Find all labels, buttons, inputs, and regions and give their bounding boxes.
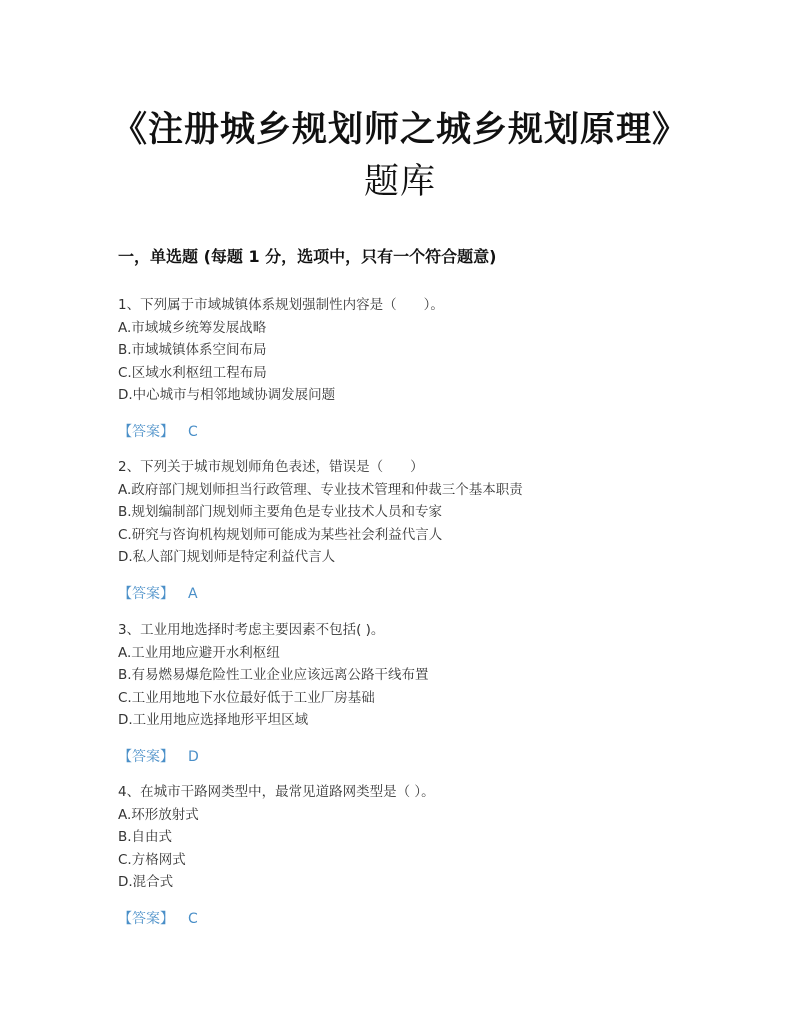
option-b: B.自由式 <box>118 829 173 845</box>
answer-value: D <box>188 748 199 765</box>
answer-label: 【答案】 <box>118 423 174 440</box>
option-d: D.混合式 <box>118 874 174 890</box>
answer-value: A <box>188 585 198 602</box>
document-title: 《注册城乡规划师之城乡规划原理》 <box>111 109 688 150</box>
question-4 <box>118 781 718 930</box>
option-d: D.中心城市与相邻地域协调发展问题 <box>118 387 336 403</box>
answer-label: 【答案】 <box>118 585 174 602</box>
option-c: C.区域水利枢纽工程布局 <box>118 364 267 381</box>
question-1 <box>118 294 718 443</box>
answer-label: 【答案】 <box>118 910 174 927</box>
answer-line <box>118 583 718 605</box>
option-b: B.有易燃易爆危险性工业企业应该远离公路干线布置 <box>118 667 429 683</box>
question-stem: 4、在城市干路网类型中，最常见道路网类型是（ ）。 <box>118 784 435 800</box>
option-c: C.方格网式 <box>118 851 186 868</box>
option-a: A.环形放射式 <box>118 806 199 823</box>
question-2 <box>118 456 718 605</box>
answer-label: 【答案】 <box>118 748 174 765</box>
document-subtitle: 题库 <box>363 162 436 202</box>
option-b: B.规划编制部门规划师主要角色是专业技术人员和专家 <box>118 504 443 520</box>
option-c: C.研究与咨询机构规划师可能成为某些社会利益代言人 <box>118 526 443 543</box>
question-3 <box>118 619 718 768</box>
question-stem: 3、工业用地选择时考虑主要因素不包括( )。 <box>118 622 385 638</box>
question-stem: 2、下列关于城市规划师角色表述，错误是（ ） <box>118 459 424 475</box>
option-d: D.工业用地应选择地形平坦区域 <box>118 712 309 728</box>
option-c: C.工业用地地下水位最好低于工业厂房基础 <box>118 689 375 706</box>
answer-line <box>118 908 718 930</box>
option-a: A.工业用地应避开水利枢纽 <box>118 644 280 661</box>
answer-line <box>118 421 718 443</box>
option-a: A.市域城乡统筹发展战略 <box>118 319 267 336</box>
answer-value: C <box>188 910 198 927</box>
answer-line <box>118 746 718 768</box>
answer-value: C <box>188 423 198 440</box>
option-d: D.私人部门规划师是特定利益代言人 <box>118 549 336 565</box>
question-stem: 1、下列属于市域城镇体系规划强制性内容是（ ）。 <box>118 297 444 313</box>
section-heading: 一，单选题 (每题 1 分，选项中，只有一个符合题意) <box>118 247 497 266</box>
option-b: B.市域城镇体系空间布局 <box>118 342 267 358</box>
option-a: A.政府部门规划师担当行政管理、专业技术管理和仲裁三个基本职责 <box>118 481 523 498</box>
